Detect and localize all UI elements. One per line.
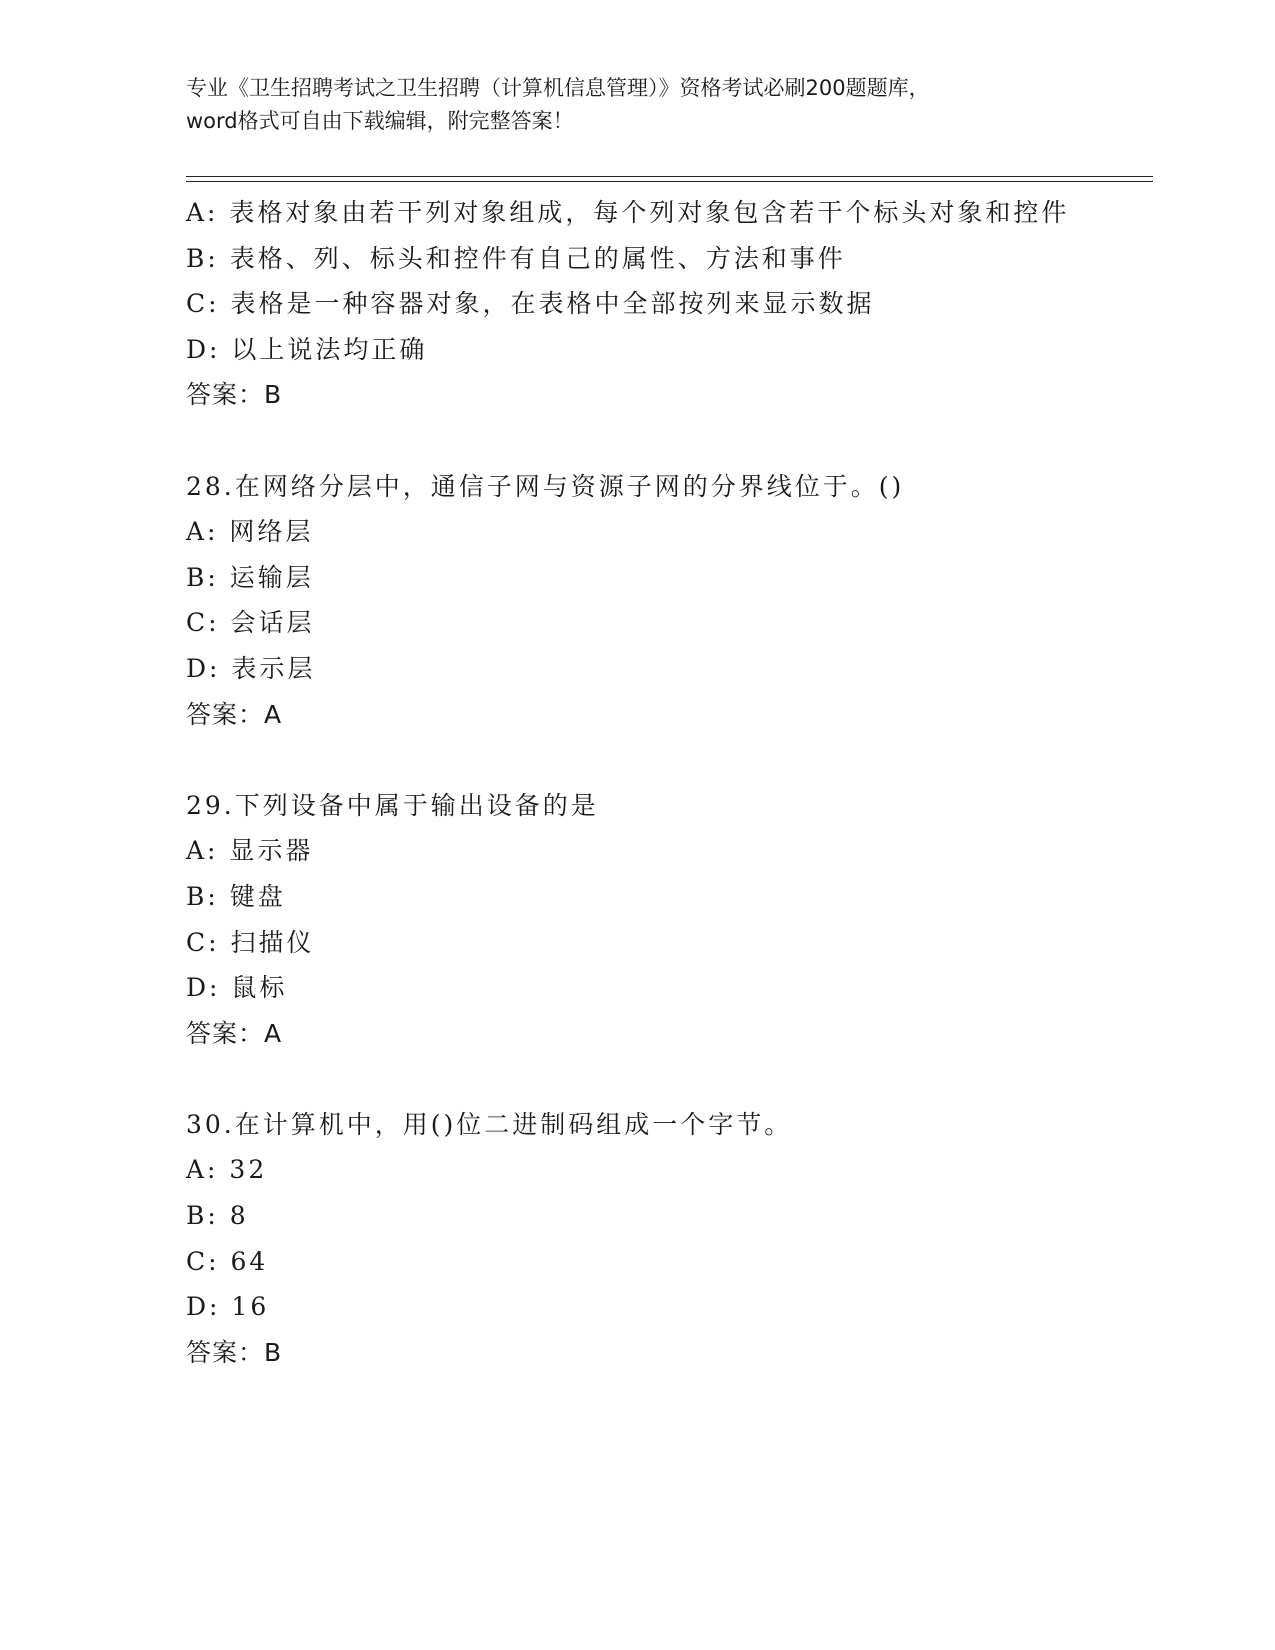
- option-b: B: 键盘: [186, 881, 286, 911]
- option-b: B: 8: [186, 1201, 249, 1231]
- answer: 答案：B: [186, 380, 283, 410]
- answer: 答案：B: [186, 1337, 283, 1367]
- question-28: [186, 464, 1146, 738]
- option-b: B: 表格、列、标头和控件有自己的属性、方法和事件: [186, 243, 846, 273]
- option-c: C: 扫描仪: [186, 927, 315, 957]
- header-divider-top: [186, 176, 1153, 177]
- question-text: 28.在网络分层中，通信子网与资源子网的分界线位于。(): [186, 471, 905, 501]
- option-d: D: 鼠标: [186, 973, 288, 1003]
- option-d: D: 表示层: [186, 653, 316, 683]
- question-27: [186, 190, 1146, 418]
- answer: 答案：A: [186, 1018, 283, 1048]
- question-list: [186, 190, 1146, 1375]
- option-b: B: 运输层: [186, 562, 314, 592]
- option-c: C: 64: [186, 1246, 269, 1276]
- question-29: [186, 783, 1146, 1057]
- option-c: C: 表格是一种容器对象，在表格中全部按列来显示数据: [186, 289, 875, 319]
- document-header: [186, 72, 1086, 138]
- header-title-line-2: word格式可自由下载编辑，附完整答案！: [186, 109, 574, 133]
- spacer: [186, 1056, 1146, 1102]
- option-a: A: 32: [186, 1155, 268, 1185]
- option-a: A: 显示器: [186, 836, 314, 866]
- option-a: A: 网络层: [186, 517, 314, 547]
- header-title-line-1: 专业《卫生招聘考试之卫生招聘（计算机信息管理）》资格考试必刷200题题库，: [186, 76, 930, 100]
- option-a: A: 表格对象由若干列对象组成，每个列对象包含若干个标头对象和控件: [186, 198, 1070, 227]
- option-c: C: 会话层: [186, 608, 315, 638]
- question-30: [186, 1102, 1146, 1376]
- spacer: [186, 418, 1146, 464]
- answer: 答案：A: [186, 699, 283, 729]
- spacer: [186, 737, 1146, 783]
- header-divider-bottom: [186, 181, 1153, 182]
- question-text: 29.下列设备中属于输出设备的是: [186, 790, 599, 820]
- question-text: 30.在计算机中，用()位二进制码组成一个字节。: [186, 1109, 793, 1139]
- option-d: D: 16: [186, 1292, 270, 1322]
- option-d: D: 以上说法均正确: [186, 334, 428, 364]
